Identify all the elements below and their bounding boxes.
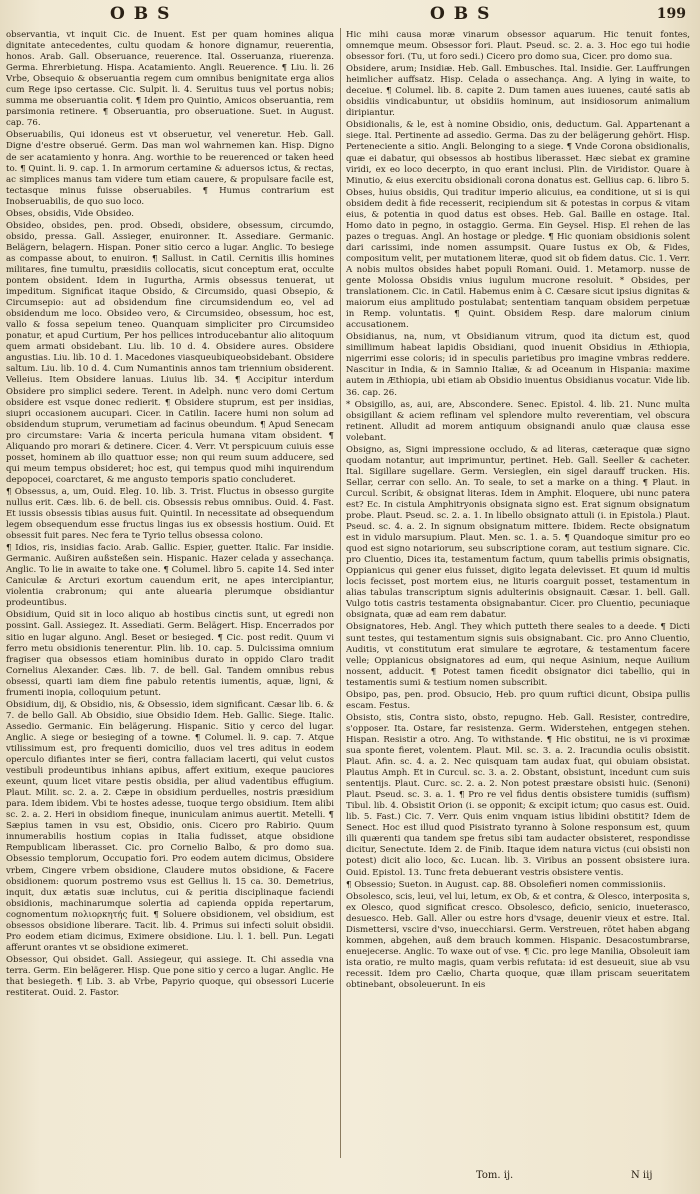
dictionary-entry: ¶ Idios, ris, insidias facio. Arab. Gallic. Espier, guetter. Italic. Far insidie. Germanic. Außiren außsteßen sein. Hispanic. Hazer celada y assechança. Anglic. To lie in awaite to take one. ¶ Columel. libro 5. capite 14. Sed inter Caniculæ & Arcturi exortum cauendum erit, ne apes intercipiantur, violentia crabronum; qui ante aluearia plerumque obsidiantur prodeuntibus. xyxy=(6,543,334,609)
dictionary-entry: Obsigno, as, Signi impressione occludo, & ad literas, cæteraque quæ signo quodam notantur, aut imprimuntur, pertinet. Heb. Gall. Seeller & cacheter. Ital. Sigillare sugellare. Germ. Versieglen, ein sigel darauff trucken. His. Sellar, cerrar con sello. An. To seale, to set a marke on a thing. ¶ Plaut. in Curcul. Scribit, & obsignat literas. Idem in Amphit. Eloquere, ubi nunc patera est? Ec. In cistula Amphitryonis obsignata signo est. Erat signum obsignatum probe. Plaut. Pseud. sc. 2. a. 1. In libello obsignato attuli (i. in Epistola.) Plaut. Pseud. sc. 4. a. 2. In signum obsignatum mittere. Ibidem. Recte obsignatum est in vidulo marsupium. Plaut. Men. sc. 1. a. 5. ¶ Quandoque simitur pro eo quod est signo notariorum, seu subscriptione coram, aut testium signare. Cic. pro Cluentio, Dices ita, testamentum factum, quum tabellis primis obsignatis, Oppianicus qui gener eius fuisset, digito legata delevisset. Et quum id multis locis fecisset, post mortem eius, ne lituris coarguit posset, testamentum in alias tabulas transcriptum signis adulterinis obsignauit. Cæsar. 1. bell. Gall. Vulgo totis castris testamenta obsignabantur. Cicer. pro Cluentio, pecuniaque obsignata, quæ ad eam rem dabatur. xyxy=(346,444,690,621)
page-footer xyxy=(346,1170,690,1184)
page-header xyxy=(0,4,700,26)
right-running-headword: OBS xyxy=(430,4,499,24)
dictionary-entry: observantia, vt inquit Cic. de Inuent. Est per quam homines aliqua dignitate antecedentes, cultu quodam & honore dignamur, reuerentia, honos. Arab. Gall. Obseruance, reuerence. Ital. Osseruanza, riuerenza. Germa. Ehrerbietung. Hispa. Acatamiento. Angli. Reuerence. ¶ Liu. li. 26 Vrbe, Obsequio & obseruantia regem cum omnibus benignitate erga alios cum Rege ipso certasse. Cic. Sulpit. li. 4. Seruitus tuus vel portus nobis; summa me obseruantia colit. ¶ Idem pro Quintio, Amicos obseruantia, rem parsimonia retinere. ¶ Obseruantia, pro obseruatione. Suet. in August. cap. 76. xyxy=(6,30,334,129)
dictionary-entry: Obsisto, stis, Contra sisto, obsto, repugno. Heb. Gall. Resister, contredire, s'opposer. Ita. Ostare, far resistenza. Germ. Widerstehen, entgegen stehen. Hispan. Resistir a otro. Ang. To withstande. ¶ Hic obstitui, ne is vi proximæ sua sponte fieret, volentem. Plaut. Mil. sc. 3. a. 2. Iracundia oculis obsistit. Plaut. Afin. sc. 4. a. 2. Nec quisquam tam audax fuat, qui obuiam obsistat. Plautus Amph. Et in Curcul. sc. 3. a. 2. Obstant, obsistunt, incedunt cum suis sententijs. Plaut. Curc. sc. 2. a. 2. Non potest præstare obsisti huic. (Senoni) Plaut. Pseud. sc. 3. a. 1. ¶ Pro re vel fidus dentis obsistere tumidis (suffism) Tibul. lib. 4. Obsistit Orion (i. se opponit; & excipit ictum; quo casus est. Ouid. lib. 5. Fast.) Cic. 7. Verr. Quis enim vnquam istius libidini obstitit? Idem de Senect. Hoc est illud quod Pisistrato tyranno à Solone responsum est, quum illi quærenti qua tandem spe fretus sibi tam audacter obsisteret, respondisse dicitur, Senectute. Idem 2. de Finib. Itaque idem natura victus (cui obsisti non potest) dicit alio loco, &c. Lucan. lib. 3. Viribus an possent obsistere iura. Ouid. Epistol. 13. Tunc freta debuerant vestris obsistere ventis. xyxy=(346,712,690,878)
dictionary-entry: Obsidere, arum; Insidiæ. Heb. Gall. Embusches. Ital. Insidie. Ger. Lauffrungen heimlicher auffsatz. Hisp. Celada o assechança. Ang. A lying in waite, to deceiue. ¶ Columel. lib. 8. capite 2. Dum tamen aues iuuenes, cauté satis ab obsidiis vindicabuntur, ut obsidiis hominum, aut insidiosorum animalium diripiantur. xyxy=(346,64,690,119)
right-column xyxy=(346,30,690,1152)
dictionary-entry: ¶ Obsessio; Sueton. in August. cap. 88. Obsolefieri nomen commissioniis. xyxy=(346,879,666,890)
dictionary-entry: Obsignatores, Heb. Angl. They which putteth there seales to a deede. ¶ Dicti sunt testes, qui testamentum signis suis obsignabant. Cic. pro Anno Cluentio, Auditis, vt constitutum erat simulare te ægrotare, & testamentum facere velle; Oppianicus obsignatores ad eum, qui neque Asinium, neque Auilium nossent, adducit. ¶ Potest tamen ficedit obsignator dici tabellio, qui in testamentis sumi & testium nomen subscribit. xyxy=(346,622,690,688)
signature-mark: N iij xyxy=(631,1170,653,1181)
left-column xyxy=(6,30,334,1152)
dictionary-entry: Obsideo, obsides, pen. prod. Obsedi, obsidere, obsessum, circumdo, obsido, pressa. Gall. Assieger, enuironner. It. Assediare. Germanic. Belägern, belagern. Hispan. Poner sitio cerco a lugar. Anglic. To besiege as compasse about, to enuiron. ¶ Sallust. in Catil. Cernitis illis homines militares, fine tumultu, præsidiis collocatis, sicut conceptum erat, occulte pontem obsident. Idem in Iugurtha, Armis obsessus tenuerat, ut impeditum. Significat itaque Obsido, & Circumsido, quasi Obsepio, & Circumsepio: aut ad obsidendum fine circumsidendum eo, vel ad obsidendum me loco. Obsideo vero, & Circumsideo, obsessum, hoc est, vallo & fossa sepeium teneo. Quanquam simpliciter pro Circumsideo ponatur, et apud Curtium, Per hos pellices introducebantur alio alitoquum quem armati obsidebant. Liu. lib. 10 d. 4. Obsidere aures. Obsidere angustias. Liu. lib. 10 d. 1. Macedones viasqueubiqueobsidebant. Obsidere saltum. Liu. lib. 10 d. 4. Cum Numantinis annos tam triennium obsiderent. Velleius. Item Obsidere lanuas. Liuius lib. 34. ¶ Accipitur interdum Obsidere pro simplici sedere. Terent. in Adelph. nunc vero domi Certum obsidere est vsque donec redierit. ¶ Obsidere stuprum, est per insidias, siupri occasionem aucupari. Cicer. in Catilin. Iacere humi non solum ad obsidendum stuprum, verumetiam ad facinus obeundum. ¶ Apud Senecam pro circumstare: Varia & incerta pericula humana vitam obsident. ¶ Aliquando pro morari & detinere. Cicer. 4. Verr. Vt perspicuum cuiuis esse posset, hominem ab illo quattuor esse; non qui reum suum adducere, sed qui meum tempus obsideret; hoc est, qui tempus quod mihi inquirendum depopocei, coarctaret, & me angusto temporis spatio concluderet. xyxy=(6,220,334,485)
dictionary-entry: Obses, obsidis, Vide Obsideo. xyxy=(6,208,135,219)
dictionary-entry: Obsidium, Quid sit in loco aliquo ab hostibus cinctis sunt, ut egredi non possint. Gall. Assiegez. It. Assediati. Germ. Belägert. Hisp. Encerrados por sitio en lugar alguno. Angl. Beset or besieged. ¶ Cic. post redit. Quum vi ferro metu obsidionis tenerentur. Plin. lib. 10. cap. 5. Dulcissima omnium fragiser qua obsessos etiam hominibus durato in oppido Claro tradit Cornelius Alexander. Cæs. lib. 7. de bell. Gal. Tandem omnibus rebus obsessi, quarti iam diem fine pabulo retentis iumentis, aquæ, ligni, & frumenti inopia, colloquium petunt. xyxy=(6,610,334,698)
dictionary-entry: Obseruabilis, Qui idoneus est vt obseruetur, vel veneretur. Heb. Gall. Digne d'estre obserué. Germ. Das man wol wahrnemen kan. Hisp. Digno de ser acatamiento y honra. Ang. worthie to be reuerenced or taken heed to. ¶ Quint. li. 9. cap. 1. In armorum certamine & aduersos ictus, & rectas, ac simplices manus tam videre tum etiam cauere, & propulsare facile est, tectasque minus fuisse obseruabiles. ¶ Humus contrarium est Inobseruabilis, de quo suo loco. xyxy=(6,130,334,207)
left-running-headword: OBS xyxy=(110,4,179,24)
dictionary-entry: Obsipo, pas, pen. prod. Obsucio, Heb. pro quum ruftici dicunt, Obsipa pullis escam. Festus. xyxy=(346,689,690,711)
dictionary-entry: Obsessor, Qui obsidet. Gall. Assiegeur, qui assiege. It. Chi assedia vna terra. Germ. Ein belägerer. Hisp. Que pone sitio y cerco a lugar. Anglic. He that besiegeth. ¶ Lib. 3. ab Vrbe, Papyrio quoque, qui obsessori Lucerie restiterat. Ouid. 2. Fastor. xyxy=(6,954,334,999)
column-divider xyxy=(340,28,341,1158)
dictionary-entry: Obsidium, dij, & Obsidio, nis, & Obsessio, idem significant. Cæsar lib. 6. & 7. de bello Gall. Ab Obsidio, siue Obsidio Idem. Heb. Gallic. Siege. Italic. Assedio. Germanic. Ein belägerung. Hispanic. Sitio y cerco del lugar. Anglic. A siege or besieging of a towne. ¶ Columel. li. 9. cap. 7. Atque vtilissimum est, pro frequenti domicilio, duos vel tres aditus in eodem operculo difiantes inter se fieri, contra fallaciam lacerti, qui velut custos vestibuli prodeuntibus inhians apibus, affert exitium, exeque pauciores exeunt, quum licet vitare pestis obsidia, per aliud vadentibus effugium. Plaut. Milit. sc. 2. a. 2. Cæpe in obsidium perduelles, nostris præsidium para. Idem ibidem. Vbi te hostes adesse, tuoque tergo obsidium. Item alibi sc. 2. a. 2. Heri in obsidiom fineque, inuniculam animus auertit. Metelli. ¶ Sæpius tamen in vsu est, Obsidio, onis. Cicero pro Rabirio. Quum innumerabilis hostium copias in Italia fudisset, atque obsidione Rempublicam liberasset. Cic. pro Cornelio Balbo, & pro domo sua. Obsessio templorum, Occupatio fori. Pro eodem autem dicimus, Obsidere vrbem, Cingere vrbem obsidione, Claudere mutos obsidione, & Facere obsidionem: quorum postremo vsus est Gellius li. 15 ca. 30. Demetrius, inquit, dux ætatis suæ inclutus, cui & peritia disciplinaque faciendi obsidionis, machinarumque solertia ad capienda oppida repertarum, cognomentum πολιορκητής fuit. ¶ Soluere obsidionem, vel obsidium, est obsessos obsidione liberare. Tacit. lib. 4. Primus sui infecti soluit obsidii. Pro eodem etiam dicimus, Eximere obsidione. Liu. l. 1. bell. Pun. Legati afferunt orantes vt se obsidione eximeret. xyxy=(6,699,334,953)
page-number: 199 xyxy=(656,6,686,22)
dictionary-entry: Obsidionalis, & le, est à nomine Obsidio, onis, deductum. Gal. Appartenant a siege. Ital. Pertinente ad assedio. Germa. Das zu der belägerung gehört. Hisp. Perteneciente a sitio. Angli. Belonging to a siege. ¶ Vnde Corona obsidionalis, quæ ei dabatur, qui obsessos ab hostibus liberasset. Hæc siebat ex gramine viridi, ex eo loco decerpto, in quo erant inclusi. Plin. de Viridistor. Quare à Minutio, & eius exercitu obsidionali corona donatus est. Gellius cap. 6. libro 5. xyxy=(346,120,690,186)
volume-marker: Tom. ij. xyxy=(476,1170,514,1181)
dictionary-entry: Obses, huius obsidis, Qui traditur imperio alicuius, ea conditione, ut si is qui obsidem dedit à fide recesserit, recipiendum sit & potestas in corpus & vitam eius, & potentia in quod datus est obses. Heb. Gal. Baille en ostage. Ital. Homo dato in pegno, in ostaggio. Germa. Ein Geysel. Hisp. El rehen de las pazes o treguas. Angl. An hostage or pledge. ¶ Hic quoniam obsidionis solent dari carissimi, inde nomen assumpsit. Quare Iustus ex Ob, & Fides, compositum velit, per mutationem literæ, quod sit ob fidem datus. Cic. 1. Verr. A nobis multos obsides habet populi Romani. Ouid. 1. Metamorp. nusse de gente Molossa Obsidis vnius iugulum mucrone resoluit. * Obsides, per translationem. Cic. in Catil. Habemus enim à C. Cæsare sicut ipsius dignitas & maiorum eius amplitudo postulabat; sententiam tanquam obsidem perpetuæ in Remp. voluntatis. ¶ Quint. Obsidem Resp. dare malorum cinium accusationem. xyxy=(346,187,690,331)
dictionary-entry: Obsolesco, scis, leui, vel lui, letum, ex Ob, & et contra, & Olesco, interposita s, ex Olesco, quod significat cresco. Obsolesco, deficio, senicio, inueterasco, desuesco. Heb. Gall. Aller ou estre hors d'vsage, deuenir vieux et estre. Ital. Dismettersi, vscire d'vso, inuecchiarsi. Germ. Verstreuen, rötet haben abgang kommen, abgehen, auß dem brauch kommen. Hispanic. Desacostumbrarse, enuejecerse. Anglic. To waxe out of vse. ¶ Cic. pro lege Manilia, Obsoleuit iam ista oratio, re multo magis, quam verbis refutata: id est desueuit, siue ab vsu recessit. Idem pro Cælio, Charta quoque, quæ illam priscam seueritatem obtinebant, obsoleuerunt. In eis xyxy=(346,891,690,990)
dictionary-entry: ¶ Obsessus, a, um, Ouid. Eleg. 10. lib. 3. Trist. Fluctus in obsesso gurgite nullus erit. Cæs. lib. 6. de bell. cis. Obsessis rebus omnibus. Ouid. 4. Fast. Et iussis obsessis tibias ausus fuit. Quintil. In necessitate ad obsequendum legem obsequendum esse fructus lingas ius ex obsessis hostium. Ouid. Et obsessit fuit pares. Nec fera te Tyrio tellus obsessa colono. xyxy=(6,486,334,542)
dictionary-entry: * Obsigillo, as, aui, are, Abscondere. Senec. Epistol. 4. lib. 21. Nunc multa obsigillant & aciem reflinam vel splendore multo reverentiam, vel obscura retinent. Alludit ad morem antiquum obsignandi anulo quæ clausa esse volebant. xyxy=(346,399,690,443)
dictionary-entry: Hic mihi causa moræ vinarum obsessor aquarum. Hic tenuit fontes, omnemque meum. Obsessor fori. Plaut. Pseud. sc. 2. a. 3. Hoc ego tui hodie obsessor fori. (Tu, ut foro sedi.) Cicero pro domo sua, Cicer. pro domo sua. xyxy=(346,30,690,63)
dictionary-entry: Obsidianus, na, num, vt Obsidianum vitrum, quod ita dictum est, quod simillimum habeat lapidis Obsidiani, quod inuenit Obsidius in Æthiopia, nigerrimi esse coloris; id in speculis parietibus pro imagine vmbras reddere. Nascitur in India, & in Samnio Italiæ, & ad Oceanum in Hispania: maxime autem in Æthiopia, ubi etiam ab Obsidio inuentus Obsidianus vocatur. Vide lib. 36. cap. 26. xyxy=(346,332,690,398)
